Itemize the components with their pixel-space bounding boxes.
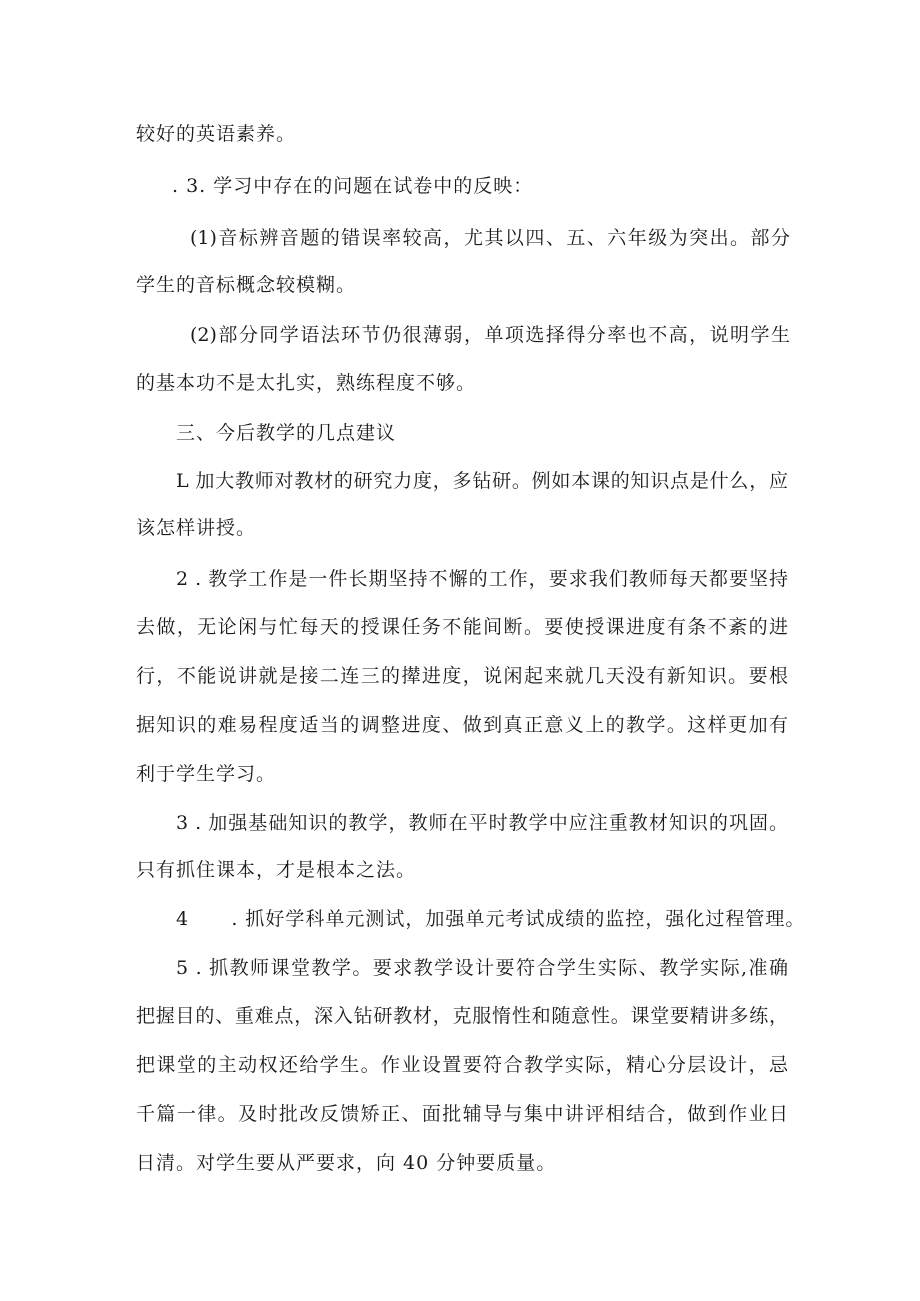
text-line: L 加大教师对教材的研究力度，多钻研。例如本课的知识点是什么，应 bbox=[176, 470, 788, 492]
text-line: 把课堂的主动权还给学生。作业设置要符合教学实际，精心分层设计，忌 bbox=[136, 1054, 788, 1076]
text-line: 据知识的难易程度适当的调整进度、做到真正意义上的教学。这样更加有 bbox=[136, 714, 788, 736]
text-line: 该怎样讲授。 bbox=[136, 517, 257, 539]
text-line: 较好的英语素养。 bbox=[136, 123, 297, 145]
text-line: 利于学生学习。 bbox=[136, 763, 277, 785]
text-line: 的基本功不是太扎实，熟练程度不够。 bbox=[136, 372, 477, 394]
section-heading-3: . 3. 学习中存在的问题在试卷中的反映： bbox=[172, 175, 534, 197]
section-heading-suggestions: 三、今后教学的几点建议 bbox=[176, 422, 397, 444]
text-line: 4 . 抓好学科单元测试，加强单元考试成绩的监控，强化过程管理。 bbox=[176, 908, 806, 930]
text-line: (2)部分同学语法环节仍很薄弱，单项选择得分率也不高，说明学生 bbox=[190, 324, 790, 346]
text-line: 去做，无论闲与忙每天的授课任务不能间断。要使授课进度有条不紊的进 bbox=[136, 616, 788, 638]
text-line: 日清。对学生要从严要求，向 40 分钟要质量。 bbox=[136, 1152, 557, 1174]
text-line: (1)音标辨音题的错误率较高，尤其以四、五、六年级为突出。部分 bbox=[190, 227, 790, 249]
text-line: 把握目的、重难点，深入钻研教材，克服惰性和随意性。课堂要精讲多练， bbox=[136, 1005, 788, 1027]
text-line: 5 . 抓教师课堂教学。要求教学设计要符合学生实际、教学实际,准确 bbox=[176, 957, 788, 979]
text-line: 2 . 教学工作是一件长期坚持不懈的工作，要求我们教师每天都要坚持 bbox=[176, 568, 788, 590]
text-line: 学生的音标概念较模糊。 bbox=[136, 274, 357, 296]
text-line: 只有抓住课本，才是根本之法。 bbox=[136, 859, 417, 881]
text-line: 行，不能说讲就是接二连三的撵进度，说闲起来就几天没有新知识。要根 bbox=[136, 665, 788, 687]
text-line: 3 . 加强基础知识的教学，教师在平时教学中应注重教材知识的巩固。 bbox=[176, 812, 788, 834]
text-line: 千篇一律。及时批改反馈矫正、面批辅导与集中讲评相结合，做到作业日 bbox=[136, 1103, 788, 1125]
